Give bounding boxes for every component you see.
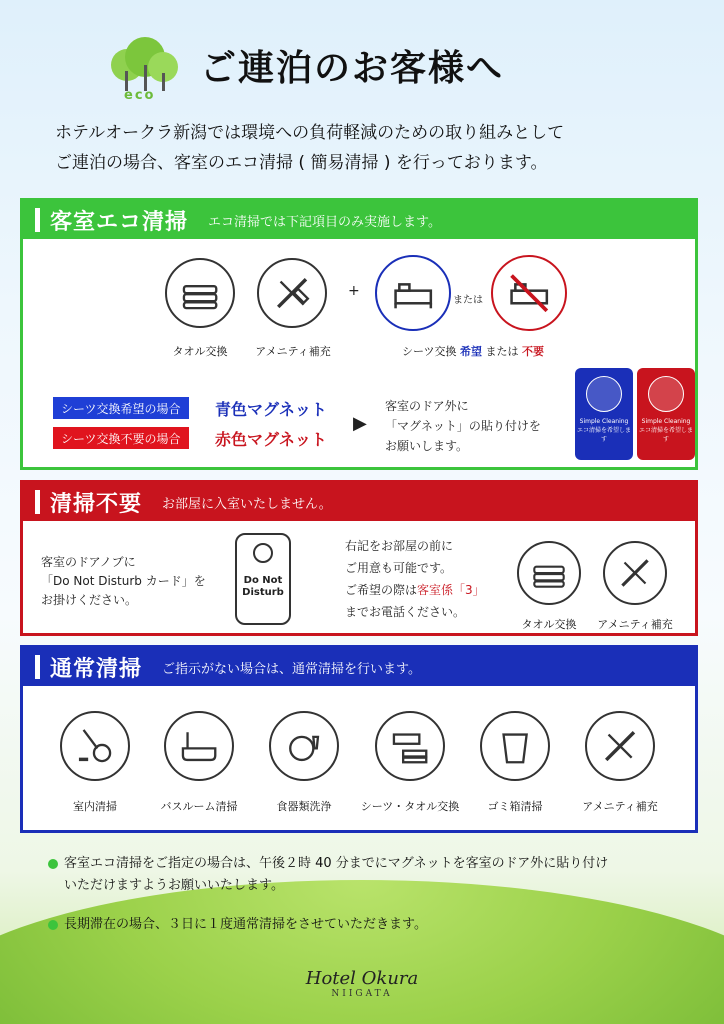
dnd-instruction — [41, 553, 206, 610]
section-bar — [35, 490, 40, 514]
no-bed-icon — [491, 255, 567, 331]
req-line-1: 右記をお部屋の前に — [345, 539, 454, 553]
note-2-text: 長期滞在の場合、３日に１度通常清掃をさせていただきます。 — [64, 917, 427, 932]
amenity-caption: アメニティ補充 — [597, 618, 673, 631]
req-line-3b: 客室係「3」 — [417, 583, 485, 597]
intro-line-2: ご連泊の場合、客室のエコ清掃 ( 簡易清掃 ) を行っております。 — [55, 153, 548, 173]
sheets-caption — [383, 343, 563, 359]
magnet-red: 赤色マグネット — [215, 430, 327, 449]
blue-magnet-card — [575, 368, 633, 460]
or-label: または — [453, 295, 483, 306]
item-caption-4: シーツ・タオル交換 — [360, 800, 460, 813]
magnet-instruction — [385, 396, 541, 456]
grass-hill-background — [0, 880, 724, 1024]
bathtub-icon — [164, 711, 234, 781]
magnet-blue: 青色マグネット — [215, 400, 327, 419]
card-sub: エコ清掃を希望します — [638, 427, 693, 443]
req-line-3 — [345, 579, 485, 601]
normal-title: 通常清掃 — [50, 656, 143, 682]
eco-section-header — [23, 201, 695, 239]
trash-can-icon — [480, 711, 550, 781]
section-bar — [35, 655, 40, 679]
towel-caption: タオル交換 — [521, 618, 577, 631]
sheets-want: 希望 — [460, 345, 483, 358]
sheets-not: 不要 — [522, 345, 545, 358]
vacuum-icon — [60, 711, 130, 781]
item-caption-2: バスルーム清掃 — [160, 800, 238, 813]
no-clean-title: 清掃不要 — [50, 491, 143, 517]
req-line-4: までお電話ください。 — [345, 605, 466, 619]
tag-blue: シーツ交換希望の場合 — [53, 397, 189, 419]
eco-section-title: 客室エコ清掃 — [50, 209, 189, 235]
normal-cleaning-section — [20, 645, 698, 833]
note-1-text-b: いただけますようお願いいたします。 — [64, 878, 284, 893]
dishes-icon — [269, 711, 339, 781]
intro-text — [55, 118, 695, 178]
bed-card-icon — [586, 376, 622, 412]
normal-note: ご指示がない場合は、通常清掃を行います。 — [162, 661, 421, 677]
instr-line-1: 客室のドア外に — [385, 399, 469, 413]
request-instruction — [345, 535, 485, 623]
brand-name: Hotel Okura — [305, 968, 419, 989]
item-caption-1: 室内清掃 — [73, 800, 117, 813]
dnd-line-3: お掛けください。 — [41, 593, 138, 607]
sheets-label: シーツ交換 — [401, 345, 457, 358]
towel-icon — [165, 258, 235, 328]
arrow-icon: ▶ — [353, 413, 367, 434]
note-2 — [48, 914, 688, 936]
amenity-icon — [585, 711, 655, 781]
item-caption-6: アメニティ補充 — [582, 800, 658, 813]
page-title: ご連泊のお客様へ — [200, 48, 505, 89]
dnd-line-1: 客室のドアノブに — [41, 555, 136, 569]
bed-icon — [375, 255, 451, 331]
note-1 — [48, 853, 688, 897]
towel-icon — [517, 541, 581, 605]
section-bar — [35, 208, 40, 232]
req-line-2: ご用意も可能です。 — [345, 561, 453, 575]
note-1-line-1 — [48, 853, 688, 875]
door-hanger-icon — [235, 533, 291, 625]
no-clean-header — [23, 483, 695, 521]
hanger-text-2: Disturb — [242, 587, 284, 598]
brand-city: NIIGATA — [331, 989, 393, 999]
intro-line-1: ホテルオークラ新潟では環境への負荷軽減のための取り組みとして — [55, 123, 565, 143]
instr-line-3: お願いします。 — [385, 439, 469, 453]
no-clean-note: お部屋に入室いたしません。 — [162, 496, 332, 512]
hanger-text-1: Do Not — [243, 575, 283, 586]
red-magnet-card — [637, 368, 695, 460]
item-caption-5: ゴミ箱清掃 — [487, 800, 543, 813]
amenity-caption: アメニティ補充 — [255, 345, 331, 358]
req-line-3a: ご希望の際は — [345, 583, 418, 597]
eco-section-note: エコ清掃では下記項目のみ実施します。 — [208, 214, 441, 230]
normal-header — [23, 648, 695, 686]
tag-red: シーツ交換不要の場合 — [53, 427, 189, 449]
header — [0, 30, 724, 110]
amenity-icon — [603, 541, 667, 605]
sheets-or: または — [485, 345, 519, 358]
card-sub: エコ清掃を希望します — [576, 427, 631, 443]
towel-caption: タオル交換 — [172, 345, 228, 358]
card-label: Simple Cleaning — [641, 418, 691, 425]
bullet-dot — [48, 859, 58, 869]
dnd-line-2: 「Do Not Disturb カード」を — [41, 574, 206, 588]
no-cleaning-section — [20, 480, 698, 636]
eco-cleaning-section — [20, 198, 698, 470]
item-caption-3: 食器類洗浄 — [276, 800, 332, 813]
hotel-logo — [0, 968, 724, 999]
amenity-icon — [257, 258, 327, 328]
bullet-dot — [48, 920, 58, 930]
no-bed-card-icon — [648, 376, 684, 412]
hanger-hole — [253, 543, 273, 563]
card-label: Simple Cleaning — [579, 418, 629, 425]
bed-towel-icon — [375, 711, 445, 781]
eco-label: eco — [124, 88, 156, 103]
instr-line-2: 「マグネット」の貼り付けを — [385, 419, 541, 433]
note-1-text-a: 客室エコ清掃をご指定の場合は、午後２時 40 分までにマグネットを客室のドア外に貼り付け — [64, 856, 609, 871]
plus-sign: + — [348, 283, 360, 299]
